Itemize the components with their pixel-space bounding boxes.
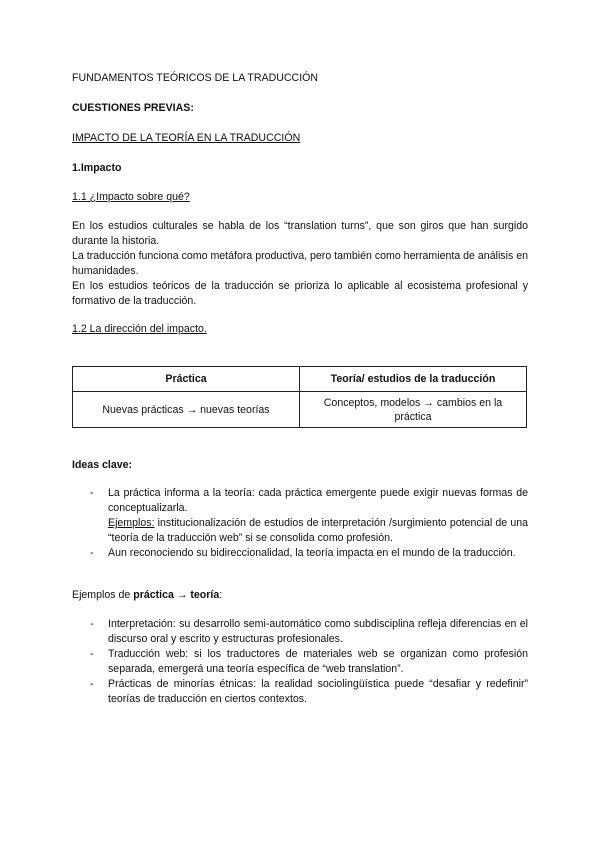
- heading-ideas-clave: Ideas clave:: [72, 459, 133, 471]
- list-item: [72, 546, 528, 561]
- list-item-text: Interpretación: su desarrollo semi-automático como subdisciplina refleja diferencias en el discurso oral y escrito y estructuras profesionales.: [108, 618, 528, 645]
- comparison-table: [72, 366, 527, 428]
- list-item: [72, 486, 528, 546]
- list-item: [72, 617, 528, 647]
- example-text: institucionalización de estudios de interpretación /surgimiento potencial de una “teoría de la traducción web” si se consolida como profesión.: [108, 517, 528, 544]
- dash-marker: -: [90, 547, 94, 559]
- list-item-text: Traducción web: si los traductores de materiales web se organizan como profesión separada, emergerá una teoría específica de “web translation”.: [108, 648, 528, 675]
- paragraph: La traducción funciona como metáfora productiva, pero también como herramienta de análisis en humanidades.: [72, 250, 528, 277]
- subheading-direccion-impacto: 1.2 La dirección del impacto.: [72, 323, 207, 335]
- dash-marker: -: [90, 487, 94, 499]
- table-row: [73, 392, 527, 428]
- ideas-clave-list: [72, 486, 528, 561]
- table-header-teoria: Teoría/ estudios de la traducción: [300, 367, 527, 392]
- table-header-practica: Práctica: [73, 367, 300, 392]
- table-header-row: [73, 367, 527, 392]
- list-item-text: La práctica informa a la teoría: cada práctica emergente puede exigir nuevas formas de conceptualizarla.: [108, 487, 528, 514]
- heading-ejemplos: [72, 588, 528, 603]
- list-item-text: Aun reconociendo su bidireccionalidad, la teoría impacta en el mundo de la traducción.: [108, 547, 516, 559]
- example-label: Ejemplos:: [108, 517, 155, 529]
- ejemplos-suffix: :: [219, 589, 223, 601]
- table-cell: Nuevas prácticas → nuevas teorías: [73, 392, 300, 428]
- heading-impacto-teoria: IMPACTO DE LA TEORÍA EN LA TRADUCCIÓN: [72, 132, 301, 144]
- list-item: [72, 647, 528, 677]
- ejemplos-bold: práctica → teoría: [133, 589, 220, 601]
- dash-marker: -: [90, 618, 94, 630]
- document-title: FUNDAMENTOS TEÓRICOS DE LA TRADUCCIÓN: [72, 72, 319, 84]
- paragraph: En los estudios culturales se habla de los “translation turns”, que son giros que han surgido durante la historia.: [72, 220, 528, 247]
- intro-paragraphs: [72, 219, 528, 309]
- table-cell: Conceptos, modelos → cambios en la práctica: [300, 392, 527, 428]
- dash-marker: -: [90, 648, 94, 660]
- dash-marker: -: [90, 678, 94, 690]
- list-item-text: Prácticas de minorías étnicas: la realidad sociolingüística puede “desafiar y redefinir” teorías de traducción en ciertos contextos.: [108, 678, 528, 705]
- heading-impacto: 1.Impacto: [72, 162, 122, 174]
- list-item: [72, 677, 528, 707]
- example-line: [108, 516, 528, 546]
- ejemplos-prefix: Ejemplos de: [72, 589, 134, 601]
- subheading-impacto-sobre-que: 1.1 ¿Impacto sobre qué?: [72, 191, 190, 203]
- paragraph: En los estudios teóricos de la traducción se prioriza lo aplicable al ecosistema profesional y formativo de la traducción.: [72, 280, 528, 307]
- ejemplos-list: [72, 617, 528, 707]
- heading-cuestiones-previas: CUESTIONES PREVIAS:: [72, 102, 194, 114]
